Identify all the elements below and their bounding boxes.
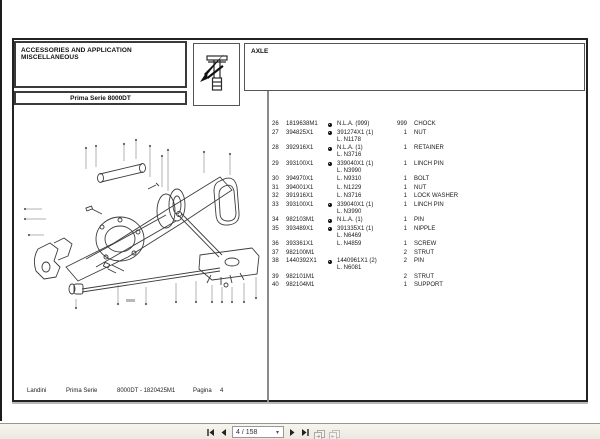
item-number: 38	[272, 258, 279, 264]
part-number: 393361X1	[286, 241, 314, 247]
replacement-info: 1440961X1 (2) L. N6081	[337, 258, 377, 271]
page-number-input[interactable]	[233, 427, 275, 437]
item-number: 29	[272, 160, 279, 167]
superseded-dot-icon	[328, 131, 332, 135]
replacement-info: 391274X1 (1) L. N1178	[337, 129, 374, 143]
item-number: 35	[272, 225, 279, 232]
quantity: 2	[403, 273, 407, 280]
part-number: 394970X1	[286, 176, 314, 182]
superseded-dot-icon	[328, 123, 332, 127]
description: LINCH PIN	[414, 160, 444, 167]
quantity: 1	[403, 241, 407, 247]
quantity: 999	[396, 121, 407, 127]
description: LINCH PIN	[414, 201, 444, 208]
page-dropdown-caret[interactable]: ▾	[275, 429, 279, 436]
description: BOLT	[414, 176, 430, 182]
parts-row	[272, 193, 585, 200]
parts-row	[272, 217, 585, 224]
item-number: 34	[272, 217, 279, 223]
page-left-edge	[0, 0, 2, 421]
description: STRUT	[414, 249, 434, 256]
part-number: 1819638M1	[286, 121, 318, 127]
parts-row	[272, 274, 585, 281]
footer-page-number: 4	[220, 388, 224, 394]
superseded-dot-icon	[328, 219, 332, 223]
item-number: 31	[272, 184, 279, 191]
quantity: 1	[403, 184, 407, 191]
section-title-box	[14, 41, 187, 88]
last-page-icon[interactable]	[301, 428, 310, 437]
part-number: 394825X1	[286, 129, 314, 136]
description: RETAINER	[414, 145, 444, 151]
parts-row	[272, 258, 585, 272]
first-page-icon[interactable]	[206, 428, 215, 437]
replacement-info: N.L.A. (999)	[337, 121, 370, 127]
item-number: 37	[272, 249, 279, 256]
page-number-field	[232, 426, 284, 438]
previous-page-icon[interactable]	[219, 428, 228, 437]
parts-row	[272, 176, 585, 183]
description: NIPPLE	[414, 225, 436, 232]
part-icon-box	[193, 43, 240, 106]
parts-row	[272, 185, 585, 192]
next-view-icon[interactable]	[329, 427, 340, 437]
parts-row	[272, 145, 585, 159]
superseded-dot-icon	[328, 227, 332, 231]
catalog-page-frame	[12, 38, 588, 402]
part-number: 1440392X1	[286, 258, 317, 264]
parts-row	[272, 241, 585, 248]
description: SUPPORT	[414, 282, 443, 288]
quantity: 2	[403, 258, 407, 264]
footer-page-word: Pagina	[193, 388, 212, 394]
group-title-box	[244, 43, 585, 91]
part-number: 393100X1	[286, 160, 314, 167]
description: SCREW	[414, 241, 437, 247]
superseded-dot-icon	[328, 203, 332, 207]
part-number: 982103M1	[286, 217, 315, 223]
parts-row	[272, 161, 585, 175]
replacement-info: N.L.A. (1)	[337, 217, 363, 223]
item-number: 39	[272, 273, 279, 280]
parts-row	[272, 202, 585, 216]
superseded-dot-icon	[328, 162, 332, 166]
diagram-stamp	[126, 299, 135, 302]
quantity: 1	[403, 217, 407, 223]
quantity: 1	[403, 193, 407, 199]
part-number: 394001X1	[286, 184, 314, 191]
parts-row	[272, 226, 585, 240]
part-number: 391916X1	[286, 193, 314, 199]
replacement-info: L. N3716	[337, 193, 362, 199]
series-label: Prima Serie 8000DT	[70, 94, 131, 102]
series-label-box	[14, 91, 187, 105]
description: NUT	[414, 129, 427, 136]
next-page-icon[interactable]	[288, 428, 297, 437]
description: PIN	[414, 258, 425, 264]
replacement-info: N.L.A. (1) L. N3716	[337, 145, 363, 158]
superseded-dot-icon	[328, 147, 332, 151]
replacement-info: 339040X1 (1) L. N3990	[337, 201, 374, 215]
item-number: 27	[272, 129, 279, 136]
footer-catalog-code: 8000DT - 1820425M1	[117, 388, 176, 394]
axle-exploded-diagram	[16, 117, 266, 312]
quantity: 1	[403, 160, 407, 167]
group-title: AXLE	[251, 48, 269, 55]
part-number: 392916X1	[286, 145, 314, 151]
description: CHOCK	[414, 121, 436, 127]
part-number: 393100X1	[286, 201, 314, 208]
description: LOCK WASHER	[414, 193, 459, 199]
quantity: 1	[403, 225, 407, 232]
item-number: 36	[272, 241, 279, 247]
section-title: ACCESSORIES AND APPLICATION MISCELLANEOUS	[21, 47, 132, 61]
parts-row	[272, 250, 585, 257]
part-number: 982101M1	[286, 273, 315, 280]
item-number: 40	[272, 282, 279, 288]
quantity: 1	[403, 129, 407, 136]
viewer-toolbar	[0, 423, 600, 439]
replacement-info: L. N4859	[337, 241, 362, 247]
footer-brand: Landini	[27, 388, 47, 394]
description: PIN	[414, 217, 425, 223]
replacement-info: L. N9310	[337, 176, 362, 182]
quantity: 1	[403, 201, 407, 208]
parts-row	[272, 130, 585, 144]
part-number: 982104M1	[286, 282, 315, 288]
page-navigation	[206, 426, 340, 438]
quantity: 2	[403, 249, 407, 256]
replacement-info: 339040X1 (1) L. N3990	[337, 160, 374, 174]
replacement-info: 391335X1 (1) L. N6469	[337, 225, 374, 239]
quantity: 1	[403, 282, 407, 288]
parts-list	[272, 121, 585, 291]
quantity: 1	[403, 176, 407, 182]
item-number: 26	[272, 121, 279, 127]
part-number: 982100M1	[286, 249, 315, 256]
item-number: 28	[272, 145, 279, 151]
page-footer	[14, 388, 267, 400]
previous-view-icon[interactable]	[314, 427, 325, 437]
item-number: 30	[272, 176, 279, 182]
column-divider	[267, 91, 269, 402]
parts-row	[272, 121, 585, 128]
parts-row	[272, 282, 585, 289]
bolt-plug-icon	[194, 44, 238, 104]
replacement-info: L. N1229	[337, 184, 362, 191]
item-number: 33	[272, 201, 279, 208]
description: STRUT	[414, 273, 434, 280]
description: NUT	[414, 184, 427, 191]
part-number: 393489X1	[286, 225, 314, 232]
quantity: 1	[403, 145, 407, 151]
item-number: 32	[272, 193, 279, 199]
footer-series: Prima Serie	[66, 388, 98, 394]
superseded-dot-icon	[328, 260, 332, 264]
